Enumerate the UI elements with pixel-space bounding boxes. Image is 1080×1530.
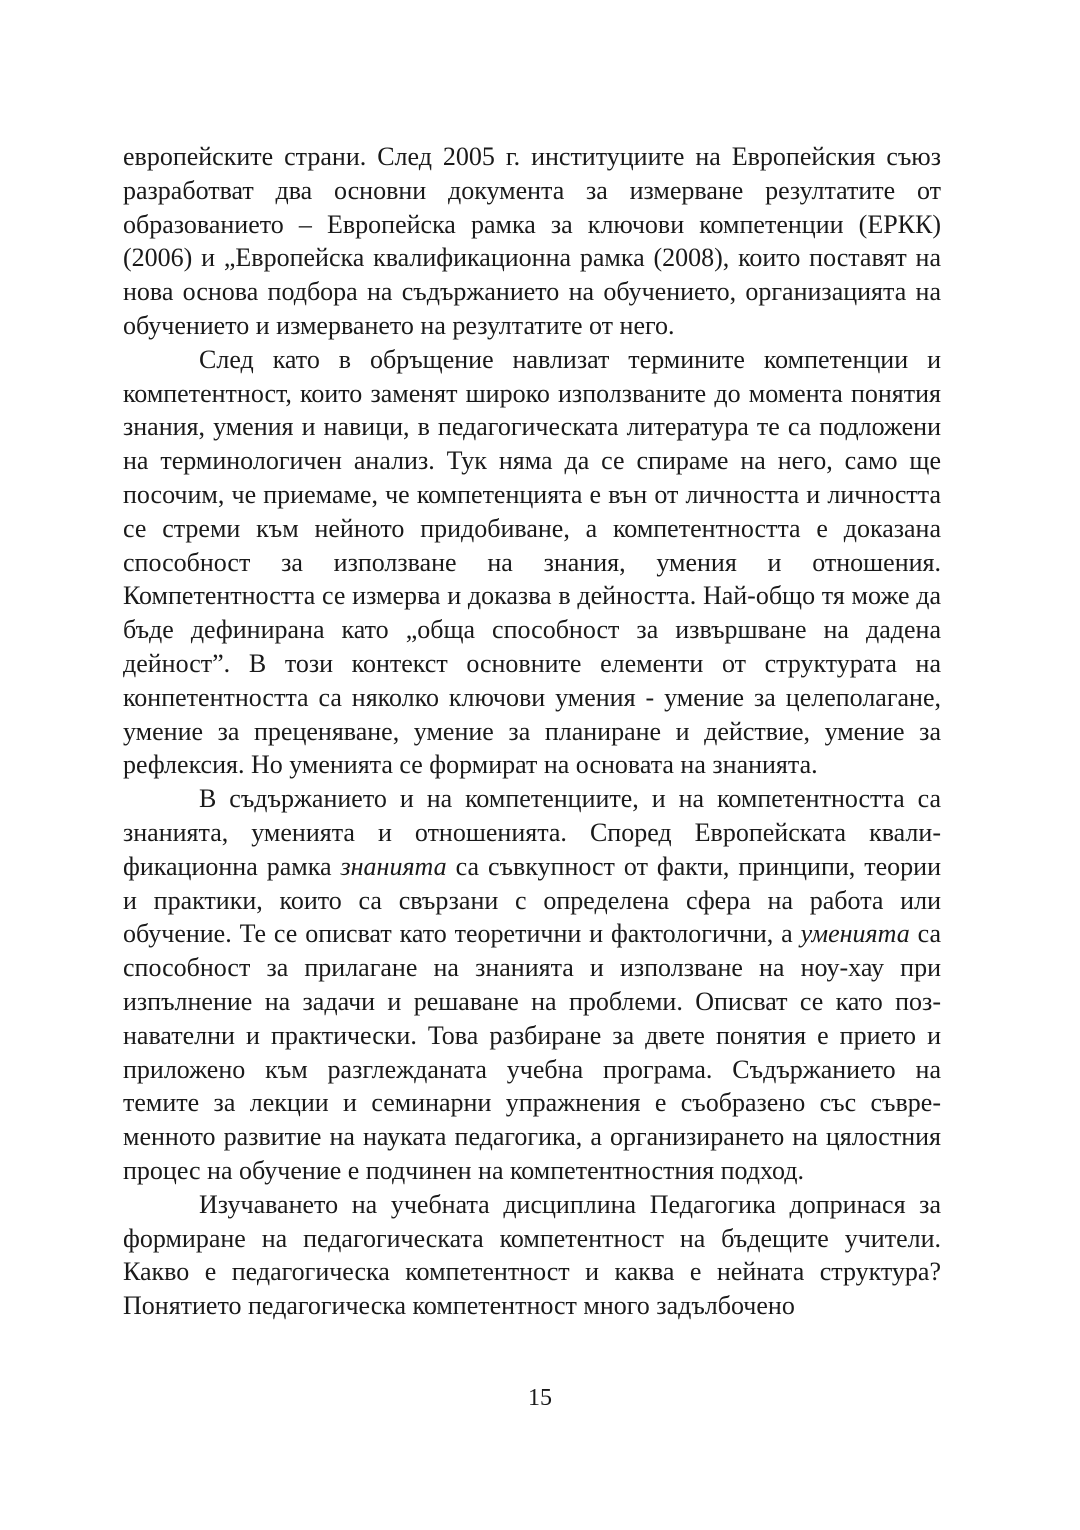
paragraph-3-text: са способност за прилагане на знанията и използване на ноу-хау при изпълнение на задачи и решаване на проблеми. Описват се като познавателни и практически. Това разбиране за двете понятия е прието и приложено към разглежданата учебна програма. Съдържанието на темите за лекции и семинарни упражнения е съобразено със съвременното развитие на науката педагогика, а организирането на цялостния процес на обучение е подчинен на компетентностния подход.: [123, 919, 941, 1185]
paragraph-3-text: В съдържанието и на компетенциите, и на компетентността са знанията, уменията и отношенията. Според Европейската квалификационна рамка: [123, 784, 941, 881]
term-skills: уменията: [800, 919, 910, 949]
paragraph-2: [123, 343, 941, 782]
paragraph-1: [123, 140, 941, 343]
paragraph-4: [123, 1188, 941, 1323]
paragraph-1-text: европейските страни. След 2005 г. институциите на Европейския съюз разработват два основни документа за измерване резултатите от образованието – Европейска рамка за ключови компетенции (ЕРКК) (2006) и „Европейска квалификационна рамка (2008), които поставят на нова основа подбора на съдържанието на обучението, организацията на обучението и измерването на резултатите от него.: [123, 142, 941, 340]
paragraph-3: [123, 782, 941, 1188]
page-number: 15: [528, 1385, 552, 1411]
paragraph-4-text: Изучаването на учебната дисциплина Педагогика допринася за формиране на педагогическата компетентност на бъдещите учители. Какво е педагогическа компетентност и каква е нейната структура? Понятието педагогическа компетентност много задълбочено: [123, 1189, 941, 1321]
term-knowledge: знанията: [340, 851, 447, 881]
page-body: [123, 140, 941, 1323]
paragraph-3-text: са съвкупност от факти, принципи, теории и практики, които са свързани с определена сфера на работа или обучение. Те се описват като теоретични и фактологични, а: [123, 851, 941, 949]
paragraph-2-text: След като в обръщение навлизат термините компетенции и компетентност, които заменят широко използваните до момента понятия знания, умения и навици, в педагогическата литература те са подложени на терминологичен анализ. Тук няма да се спираме на него, само ще посочим, че приемаме, че компетенцията е вън от личността и личността се стреми към нейното придобиване, а компетентността е доказана способност за използване на знания, умения и отношения. Компетентността се измерва и доказва в дейността. Най-общо тя може да бъде дефинирана като „обща способност за извършване на дадена дейност”. В този контекст основните елементи от структурата на конпетентността са няколко ключови умения - умение за целеполагане, умение за преценяване, умение за планиране и действие, умение за рефлексия. Но уменията се формират на основата на знанията.: [123, 344, 941, 780]
